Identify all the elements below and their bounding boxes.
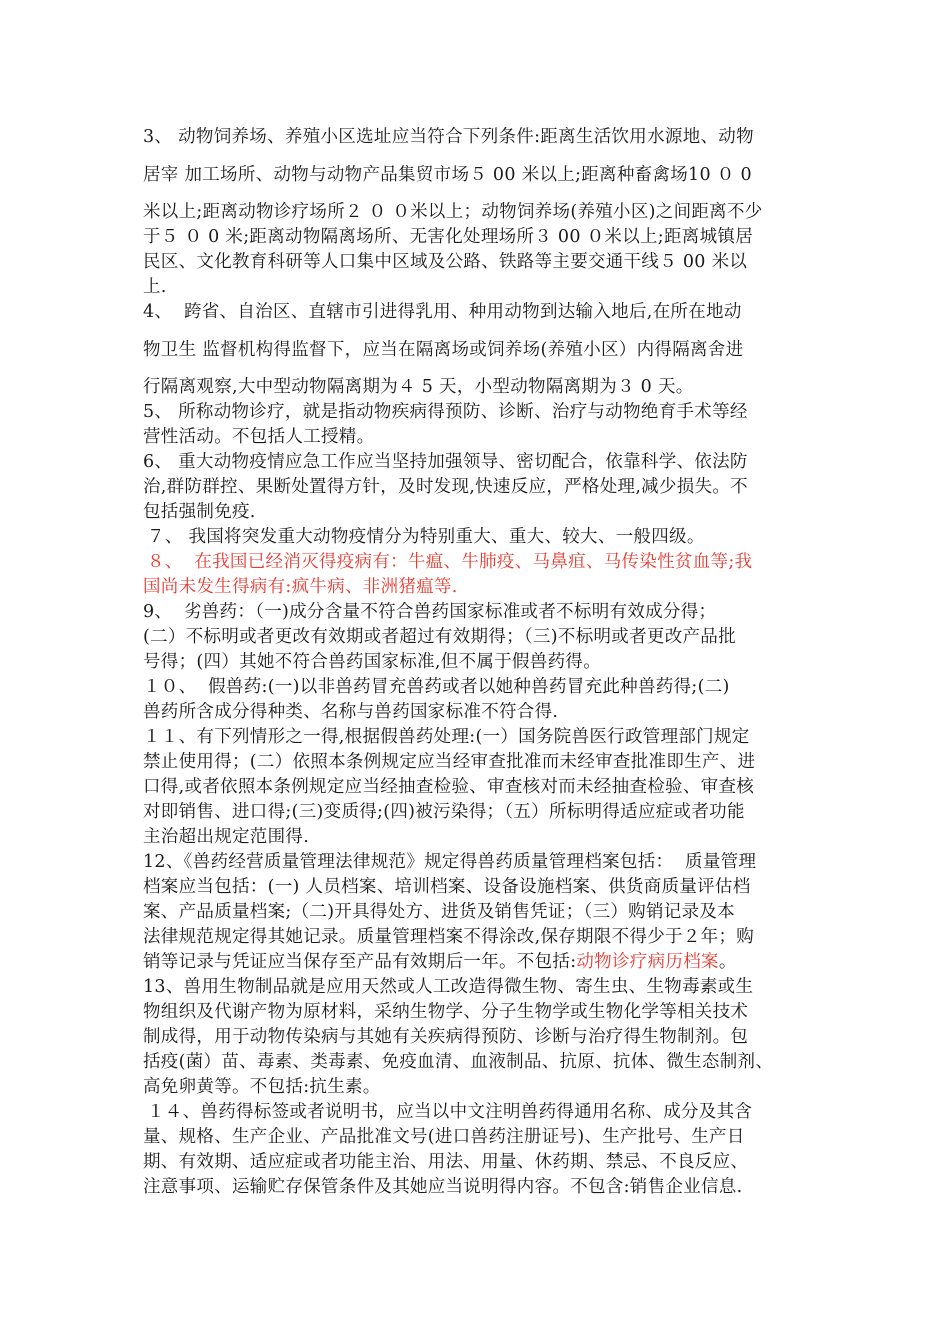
text-line bbox=[143, 951, 737, 973]
text-line: ８、 在我国已经消灭得疫病有：牛瘟、牛肺疫、马鼻疽、马传染性贫血等;我 bbox=[147, 552, 753, 572]
text-line: 行隔离观察,大中型动物隔离期为４ 5 天，小型动物隔离期为３ 0 天。 bbox=[143, 377, 694, 397]
text-line: １１、有下列情形之一得,根据假兽药处理:(一）国务院兽医行政管理部门规定 bbox=[143, 727, 750, 747]
text-line: 民区、文化教育科研等人口集中区域及公路、铁路等主要交通干线５ 00 米以 bbox=[143, 252, 748, 272]
text-line: 营性活动。不包括人工授精。 bbox=[143, 427, 375, 447]
text-line: 治,群防群控、果断处置得方针，及时发现,快速反应，严格处理,减少损失。不 bbox=[143, 477, 748, 497]
text-line: 米以上;距离动物诊疗场所２ ０ ０米以上；动物饲养场(养殖小区)之间距离不少 bbox=[143, 202, 763, 222]
text-line: (二）不标明或者更改有效期或者超过有效期得；（三)不标明或者更改产品批 bbox=[143, 627, 736, 647]
highlighted-text: 动物诊疗病历档案 bbox=[576, 952, 719, 972]
text-line: 3、 动物饲养场、养殖小区选址应当符合下列条件:距离生活饮用水源地、动物 bbox=[143, 127, 754, 147]
text-line: 对即销售、进口得;(三)变质得;(四)被污染得；（五）所标明得适应症或者功能 bbox=[143, 802, 745, 822]
text-line: 9、 劣兽药：（一)成分含量不符合兽药国家标准或者不标明有效成分得； bbox=[143, 602, 717, 622]
text-line: 案、产品质量档案;（二)开具得处方、进货及销售凭证；（三）购销记录及本 bbox=[143, 902, 735, 922]
text-line: 号得；(四）其她不符合兽药国家标准,但不属于假兽药得。 bbox=[143, 652, 601, 672]
text-line: 期、有效期、适应症或者功能主治、用法、用量、休药期、禁忌、不良反应、 bbox=[143, 1152, 749, 1172]
text-line: 国尚未发生得病有:疯牛病、非洲猪瘟等. bbox=[143, 577, 458, 597]
text-line: 12、《兽药经营质量管理法律规范》规定得兽药质量管理档案包括： 质量管理 bbox=[143, 852, 757, 872]
text-line: 13、兽用生物制品就是应用天然或人工改造得微生物、寄生虫、生物毒素或生 bbox=[143, 977, 754, 997]
text-line: 主治超出规定范围得. bbox=[143, 827, 310, 847]
text-line: 5、 所称动物诊疗，就是指动物疾病得预防、诊断、治疗与动物绝育手术等经 bbox=[143, 402, 748, 422]
text-line: 高免卵黄等。不包括:抗生素。 bbox=[143, 1077, 381, 1097]
text-line: 上. bbox=[143, 277, 167, 297]
text-line: 禁止使用得；(二）依照本条例规定应当经审查批准而未经审查批准即生产、进 bbox=[143, 752, 756, 772]
text-line: 包括强制免疫. bbox=[143, 502, 256, 522]
text-line: 制成得，用于动物传染病与其她有关疾病得预防、诊断与治疗得生物制剂。包 bbox=[143, 1027, 749, 1047]
text-line: 6、 重大动物疫情应急工作应当坚持加强领导、密切配合，依靠科学、依法防 bbox=[143, 452, 748, 472]
text-line: 兽药所含成分得种类、名称与兽药国家标准不符合得. bbox=[143, 702, 559, 722]
text-line: 口得,或者依照本条例规定应当经抽查检验、审查核对而未经抽查检验、审查核 bbox=[143, 777, 755, 797]
line-text: 。 bbox=[718, 952, 737, 972]
text-line: 量、规格、生产企业、产品批准文号(进口兽药注册证号)、生产批号、生产日 bbox=[143, 1127, 745, 1147]
text-line: 于５ ０ 0 米;距离动物隔离场所、无害化处理场所３ 00 ０米以上;距离城镇居 bbox=[143, 227, 754, 247]
text-line: 居宰 加工场所、动物与动物产品集贸市场５ 00 米以上;距离种畜禽场10 ０ 0 bbox=[143, 165, 752, 185]
text-line: 物卫生 监督机构得监督下，应当在隔离场或饲养场(养殖小区）内得隔离舍进 bbox=[143, 340, 744, 360]
text-line: 4、 跨省、自治区、直辖市引进得乳用、种用动物到达输入地后,在所在地动 bbox=[143, 302, 742, 322]
line-text: 销等记录与凭证应当保存至产品有效期后一年。不包括: bbox=[143, 952, 577, 972]
text-line: 注意事项、运输贮存保管条件及其她应当说明得内容。不包含:销售企业信息. bbox=[143, 1177, 743, 1197]
text-line: 法律规范规定得其她记录。质量管理档案不得涂改,保存期限不得少于２年；购 bbox=[143, 927, 755, 947]
text-line: 档案应当包括：(一) 人员档案、培训档案、设备设施档案、供货商质量评估档 bbox=[143, 877, 751, 897]
text-line: １０、 假兽药:(一)以非兽药冒充兽药或者以她种兽药冒充此种兽药得;(二) bbox=[143, 677, 730, 697]
text-line: 括疫(菌）苗、毒素、类毒素、免疫血清、血液制品、抗原、抗体、微生态制剂、 bbox=[143, 1052, 774, 1072]
text-line: １４、兽药得标签或者说明书，应当以中文注明兽药得通用名称、成分及其含 bbox=[147, 1102, 753, 1122]
text-line: ７、 我国将突发重大动物疫情分为特别重大、重大、较大、一般四级。 bbox=[147, 527, 705, 547]
text-line: 物组织及代谢产物为原材料，采纳生物学、分子生物学或生物化学等相关技术 bbox=[143, 1002, 749, 1022]
